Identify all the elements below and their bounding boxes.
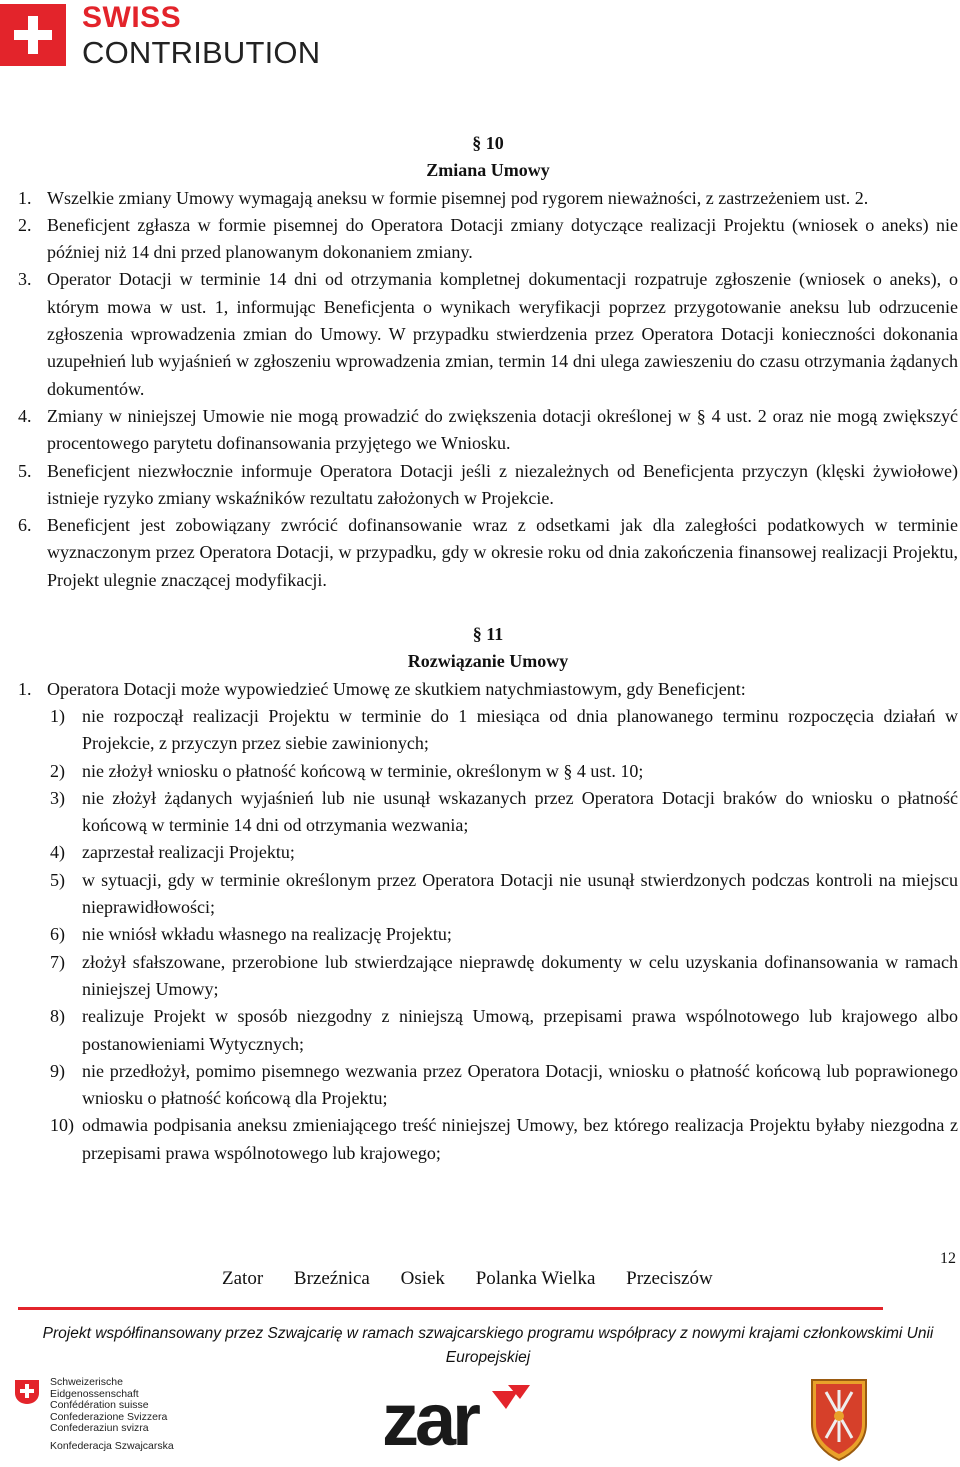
list-item: [50, 758, 958, 785]
paragraph-text: Operatora Dotacji może wypowiedzieć Umowę ze skutkiem natychmiastowym, gdy Beneficjent:: [47, 678, 746, 699]
paragraph: [18, 266, 958, 402]
paragraph-text: Beneficjent jest zobowiązany zwrócić dofinansowanie wraz z odsetkami jak dla zaległości podatkowych w terminie wyznaczonym przez Operatora Dotacji, w przypadku, gdy w okresie roku od dnia zakończenia finansowej realizacji Projektu, Projekt ulegnie znaczącej modyfikacji.: [47, 515, 958, 590]
swiss-flag-icon: [14, 1379, 40, 1405]
list-item: [50, 1003, 958, 1058]
swiss-confederation-names: [50, 1377, 214, 1435]
paragraph-text: Operator Dotacji w terminie 14 dni od otrzymania kompletnej dokumentacji rozpatruje zgłoszenie (wniosek o aneks), o którym mowa w ust. 1, informując Beneficjenta o wynikach weryfikacji poprzez przygotowanie aneksu lub odrzucenie zgłoszenia wprowadzenia zmian do Umowy. W przypadku stwierdzenia przez Operatora Dotacji konieczności dokonania uzupełnień lub wyjaśnień w zgłoszeniu wprowadzenia zmian, termin 14 dni ulega zawieszeniu do czasu otrzymania żądanych dokumentów.: [47, 269, 958, 399]
logo-line1: SWISS: [82, 1, 182, 34]
list-item: [50, 1112, 958, 1167]
list-item-number: 10): [50, 1115, 74, 1136]
logo-line2: CONTRIBUTION: [82, 35, 321, 70]
place-name: Brzeźnica: [293, 1268, 370, 1289]
list-item-text: nie przedłożył, pomimo pisemnego wezwania przez Operatora Dotacji, wniosku o płatność końcową lub poprawionego wniosku o płatność końcową dla Projektu;: [82, 1060, 958, 1109]
section-sign: § 11: [472, 624, 504, 645]
paragraph: [18, 212, 958, 267]
paragraph: [18, 185, 958, 212]
paragraph: [18, 676, 958, 703]
swiss-name-pl: Konfederacja Szwajcarska: [50, 1440, 174, 1452]
list-item: [50, 785, 958, 840]
list-item: [50, 867, 958, 922]
list-item-number: 8): [50, 1006, 65, 1027]
list-item-text: nie rozpoczął realizacji Projektu w terminie do 1 miesiąca od dnia planowanego terminu rozpoczęcia działań w Projekcie, z przyczyn przez siebie zawinionych;: [82, 705, 958, 754]
paragraph-number: 3.: [18, 269, 32, 290]
paragraph-number: 2.: [18, 214, 32, 235]
paragraph-text: Wszelkie zmiany Umowy wymagają aneksu w formie pisemnej pod rygorem nieważności, z zastrzeżeniem ust. 2.: [47, 187, 869, 208]
list-item-text: realizuje Projekt w sposób niezgodny z niniejszą Umową, przepisami prawa wspólnotowego lub krajowego albo postanowieniami Wytycznych;: [82, 1006, 958, 1054]
list-item: [50, 921, 958, 948]
paragraph: [18, 403, 958, 458]
section-sign: § 10: [472, 133, 504, 153]
list-item-text: w sytuacji, gdy w terminie określonym przez Operatora Dotacji nie usunął stwierdzonych podczas kontroli na miejscu nieprawidłowości;: [82, 869, 958, 918]
swiss-name-it: Confederazione Svizzera: [50, 1410, 168, 1423]
swiss-name-fr: Confédération suisse: [50, 1399, 149, 1411]
page-number: 12: [940, 1250, 956, 1267]
swiss-contribution-logo: [0, 0, 330, 72]
paragraph-number: 6.: [18, 515, 32, 536]
list-item-number: 2): [50, 760, 65, 781]
place-name: Zator: [222, 1268, 264, 1289]
paragraph-text: Beneficjent zgłasza w formie pisemnej do Operatora Dotacji zmiany dotyczące realizacji Projektu (wniosek o aneks) nie później niż 14 dni przed planowanym dokonaniem zmiany.: [47, 214, 958, 263]
footer-places: [222, 1268, 739, 1290]
zar-logo-icon: [380, 1383, 550, 1453]
list-item: [50, 703, 958, 758]
swiss-name-de: Schweizerische Eidgenossenschaft: [50, 1376, 139, 1400]
svg-text:zar: zar: [382, 1383, 477, 1453]
list-item-text: nie wniósł wkładu własnego na realizację Projektu;: [82, 924, 452, 945]
list-item-text: złożył sfałszowane, przerobione lub stwierdzające nieprawdę dokumenty w celu uzyskania dofinansowania w ramach niniejszej Umowy;: [82, 951, 958, 999]
footer-divider: [18, 1307, 883, 1310]
list-item-number: 4): [50, 842, 65, 863]
list-item: [50, 949, 958, 1004]
funding-note: Projekt współfinansowany przez Szwajcarię w ramach szwajcarskiego programu współpracy z nowymi krajami członkowskimi Unii Europejskiej: [42, 1325, 934, 1366]
list-item-number: 9): [50, 1060, 65, 1081]
paragraph: [18, 458, 958, 513]
list-item-text: zaprzestał realizacji Projektu;: [82, 842, 295, 863]
list-item-number: 5): [50, 869, 65, 890]
paragraph-number: 1.: [18, 187, 32, 208]
swiss-name-rm: Confederaziun svizra: [50, 1422, 149, 1434]
list-item-text: nie złożył wniosku o płatność końcową w terminie, określonym w § 4 ust. 10;: [82, 760, 644, 781]
paragraph-text: Zmiany w niniejszej Umowie nie mogą prowadzić do zwiększenia dotacji określonej w § 4 ust. 2 oraz nie mogą zwiększyć procentowego parytetu dofinansowania przyjętego we Wniosku.: [47, 405, 958, 454]
place-name: Przeciszów: [626, 1268, 713, 1289]
paragraph: [18, 512, 958, 594]
list-item: [50, 1058, 958, 1113]
paragraph-number: 4.: [18, 405, 32, 426]
document-body: [18, 130, 958, 1167]
place-name: Osiek: [400, 1268, 445, 1289]
paragraph-text: Beneficjent niezwłocznie informuje Operatora Dotacji jeśli z niezależnych od Beneficjenta przyczyn (klęski żywiołowe) istnieje ryzyko zmiany wskaźników rezultatu założonych w Projekcie.: [47, 460, 958, 508]
list-item-text: odmawia podpisania aneksu zmieniającego treść niniejszej Umowy, bez którego realizacja Projektu byłaby niezgodna z przepisami prawa wspólnotowego lub krajowego;: [82, 1115, 958, 1163]
paragraph-number: 5.: [18, 460, 32, 481]
swiss-confederation-logo: [14, 1377, 214, 1457]
section-title: Zmiana Umowy: [426, 160, 550, 181]
list-item-text: nie złożył żądanych wyjaśnień lub nie usunął wskazanych przez Operatora Dotacji braków do wniosku o płatność końcową w terminie 14 dni od otrzymania wezwania;: [82, 787, 958, 836]
list-item: [50, 839, 958, 866]
list-item-number: 3): [50, 787, 65, 808]
list-item-number: 7): [50, 951, 65, 972]
place-name: Polanka Wielka: [475, 1268, 596, 1289]
section-spacer: [18, 594, 958, 621]
section-title: Rozwiązanie Umowy: [407, 651, 569, 672]
list-item-number: 6): [50, 924, 65, 945]
list-item-number: 1): [50, 705, 65, 726]
coat-of-arms-icon: [808, 1376, 870, 1462]
swiss-logo-mark-icon: [0, 4, 66, 66]
paragraph-number: 1.: [18, 678, 32, 699]
